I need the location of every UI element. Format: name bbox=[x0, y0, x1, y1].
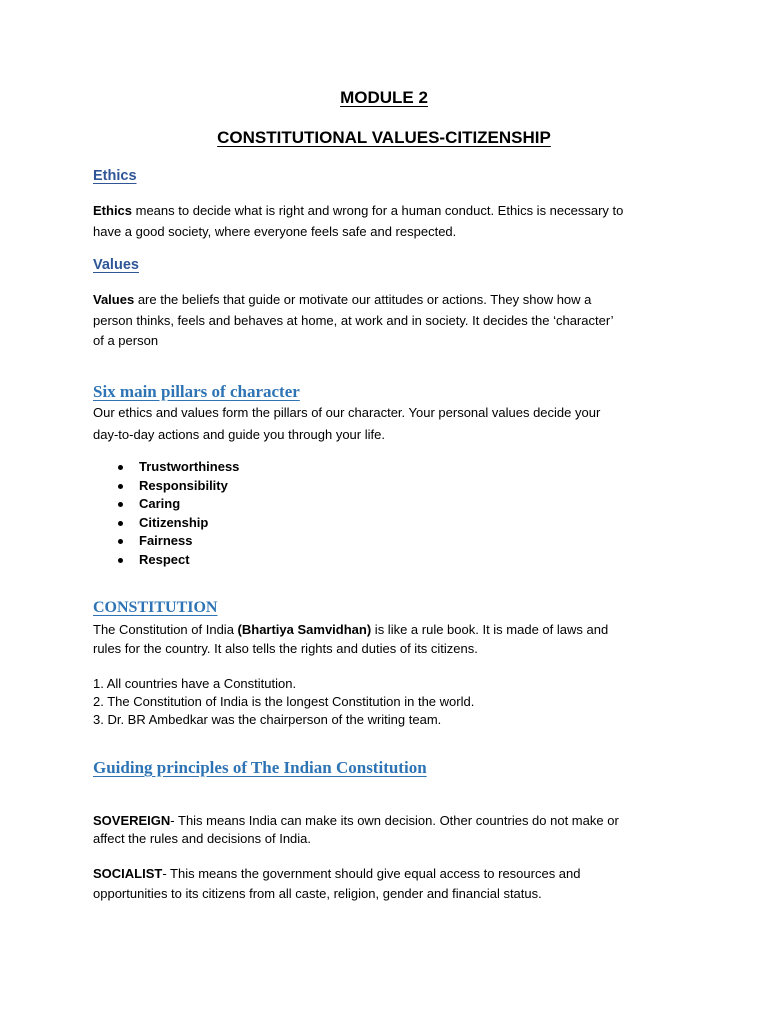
bullet-icon bbox=[118, 539, 123, 544]
sovereign-line-2: affect the rules and decisions of India. bbox=[93, 831, 312, 846]
ethics-line-1 bbox=[93, 203, 623, 218]
bullet-icon bbox=[118, 484, 123, 489]
constitution-bold-term: (Bhartiya Samvidhan) bbox=[237, 622, 372, 637]
bullet-icon bbox=[118, 521, 123, 526]
list-item: Caring bbox=[115, 495, 239, 514]
list-item: Responsibility bbox=[115, 477, 239, 496]
constitution-line-2: rules for the country. It also tells the rights and duties of its citizens. bbox=[93, 641, 478, 656]
socialist-term: SOCIALIST bbox=[93, 866, 163, 881]
values-heading: Values bbox=[93, 257, 139, 273]
ethics-line-1-text: means to decide what is right and wrong for a human conduct. Ethics is necessary to bbox=[132, 203, 624, 218]
values-line-1-text: are the beliefs that guide or motivate our attitudes or actions. They show how a bbox=[134, 292, 592, 307]
module-title: MODULE 2 bbox=[340, 88, 428, 107]
page-title: CONSTITUTIONAL VALUES-CITIZENSHIP bbox=[217, 128, 551, 147]
list-item: Trustworthiness bbox=[115, 458, 239, 477]
ethics-line-2: have a good society, where everyone feels safe and respected. bbox=[93, 224, 457, 239]
values-line-1 bbox=[93, 292, 591, 307]
constitution-fact-2: 2. The Constitution of India is the longest Constitution in the world. bbox=[93, 694, 475, 709]
sovereign-line-1: SOVEREIGN- This means India can make its own decision. Other countries do not make or bbox=[93, 813, 619, 828]
list-item: Respect bbox=[115, 551, 239, 570]
constitution-heading: CONSTITUTION bbox=[93, 599, 218, 616]
pillars-line-1: Our ethics and values form the pillars of our character. Your personal values decide your bbox=[93, 405, 601, 420]
values-line-2: person thinks, feels and behaves at home, at work and in society. It decides the ‘character’ bbox=[93, 313, 614, 328]
pillars-list bbox=[115, 458, 239, 569]
bullet-icon bbox=[118, 502, 123, 507]
bullet-icon bbox=[118, 558, 123, 563]
constitution-fact-3: 3. Dr. BR Ambedkar was the chairperson of the writing team. bbox=[93, 712, 442, 727]
constitution-line-1: The Constitution of India (Bhartiya Samvidhan) is like a rule book. It is made of laws and bbox=[93, 622, 609, 637]
guiding-heading: Guiding principles of The Indian Constitution bbox=[93, 758, 427, 777]
ethics-term: Ethics bbox=[93, 203, 133, 218]
list-item: Fairness bbox=[115, 532, 239, 551]
list-item: Citizenship bbox=[115, 514, 239, 533]
ethics-heading: Ethics bbox=[93, 168, 137, 184]
values-line-3: of a person bbox=[93, 333, 159, 348]
constitution-fact-1: 1. All countries have a Constitution. bbox=[93, 676, 297, 691]
socialist-line-1: SOCIALIST- This means the government should give equal access to resources and bbox=[93, 866, 581, 881]
sovereign-term: SOVEREIGN bbox=[93, 813, 171, 828]
pillars-heading: Six main pillars of character bbox=[93, 382, 300, 401]
bullet-icon bbox=[118, 465, 123, 470]
pillars-line-2: day-to-day actions and guide you through your life. bbox=[93, 427, 385, 442]
socialist-line-2: opportunities to its citizens from all caste, religion, gender and financial status. bbox=[93, 886, 542, 901]
values-term: Values bbox=[93, 292, 135, 307]
